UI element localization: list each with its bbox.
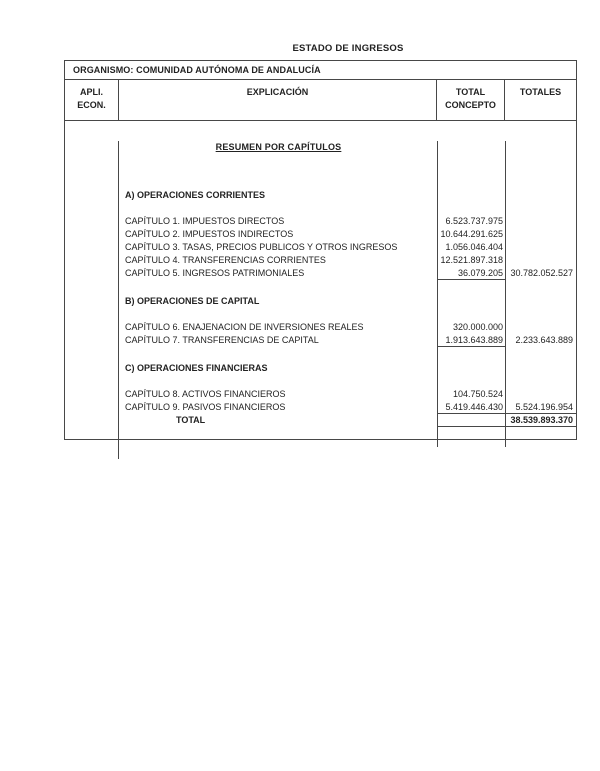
row-totales-value (506, 241, 576, 254)
col-header-apli-econ (65, 80, 119, 120)
section-heading-row (65, 362, 576, 375)
table-row (65, 267, 576, 280)
row-label: CAPÍTULO 6. ENAJENACION DE INVERSIONES REALES (125, 322, 364, 332)
section-heading-row (65, 189, 576, 202)
total-label: TOTAL (176, 415, 206, 425)
col-header-total-concepto (437, 80, 505, 120)
table-row (65, 388, 576, 401)
row-concepto-value: 10.644.291.625 (440, 229, 503, 239)
row-concepto-value: 1.056.046.404 (445, 242, 503, 252)
row-label: CAPÍTULO 3. TASAS, PRECIOS PUBLICOS Y OTROS INGRESOS (125, 242, 398, 252)
row-totales-value (506, 215, 576, 228)
col-header-line: CONCEPTO (445, 100, 496, 110)
row-label: CAPÍTULO 1. IMPUESTOS DIRECTOS (125, 216, 285, 226)
row-concepto-value: 36.079.205 (438, 267, 506, 280)
section-rows (65, 215, 576, 280)
total-value: 38.539.893.370 (506, 414, 576, 427)
row-label: CAPÍTULO 9. PASIVOS FINANCIEROS (125, 402, 286, 412)
table-section (65, 189, 576, 280)
sections (65, 189, 576, 414)
section-rows (65, 321, 576, 347)
col-header-line: TOTALES (519, 87, 562, 97)
row-totales-value: 5.524.196.954 (506, 401, 576, 414)
income-table (64, 60, 577, 440)
row-totales-value (506, 321, 576, 334)
column-divider-concepto-right (505, 141, 506, 447)
row-totales-value (506, 254, 576, 267)
row-concepto-value: 104.750.524 (452, 389, 503, 399)
col-header-line: ECON. (77, 100, 106, 110)
section-heading: B) OPERACIONES DE CAPITAL (125, 296, 260, 306)
section-heading-row (65, 295, 576, 308)
table-section (65, 295, 576, 347)
row-concepto-value: 1.913.643.889 (438, 334, 506, 347)
row-label: CAPÍTULO 4. TRANSFERENCIAS CORRIENTES (125, 255, 326, 265)
organismo-row (65, 61, 576, 80)
row-totales-value: 2.233.643.889 (515, 335, 573, 345)
row-label: CAPÍTULO 5. INGRESOS PATRIMONIALES (125, 268, 305, 278)
col-header-line: EXPLICACIÓN (246, 87, 309, 97)
section-heading: C) OPERACIONES FINANCIERAS (125, 363, 268, 373)
row-concepto-value: 320.000.000 (452, 322, 503, 332)
row-concepto-value: 12.521.897.318 (440, 255, 503, 265)
table-section (65, 362, 576, 414)
table-row (65, 254, 576, 267)
organismo-label: ORGANISMO: COMUNIDAD AUTÓNOMA DE ANDALUCÍA (73, 65, 321, 75)
table-row (65, 321, 576, 334)
resumen-row (65, 141, 576, 154)
total-concepto-cell (438, 414, 506, 427)
column-divider-concepto-left (437, 141, 438, 447)
section-rows (65, 388, 576, 414)
row-label: CAPÍTULO 7. TRANSFERENCIAS DE CAPITAL (125, 335, 319, 345)
total-row (65, 414, 576, 427)
table-row (65, 228, 576, 241)
table-body (65, 141, 576, 459)
row-totales-value (506, 388, 576, 401)
column-divider-apli (118, 141, 119, 459)
col-header-totales (505, 80, 576, 120)
row-concepto-value: 5.419.446.430 (438, 401, 506, 414)
col-header-explicacion (119, 80, 437, 120)
resumen-heading: RESUMEN POR CAPÍTULOS (215, 142, 342, 152)
row-label: CAPÍTULO 2. IMPUESTOS INDIRECTOS (125, 229, 294, 239)
table-row (65, 334, 576, 347)
row-totales-value (506, 228, 576, 241)
table-row (65, 401, 576, 414)
col-header-line: APLI. (79, 87, 103, 97)
row-label: CAPÍTULO 8. ACTIVOS FINANCIEROS (125, 389, 286, 399)
table-row (65, 215, 576, 228)
table-row (65, 241, 576, 254)
header-row (65, 80, 576, 121)
row-totales-value: 30.782.052.527 (510, 268, 573, 278)
page-title: ESTADO DE INGRESOS (292, 43, 404, 54)
row-concepto-value: 6.523.737.975 (445, 216, 503, 226)
col-header-line: TOTAL (455, 87, 486, 97)
section-heading: A) OPERACIONES CORRIENTES (125, 190, 266, 200)
